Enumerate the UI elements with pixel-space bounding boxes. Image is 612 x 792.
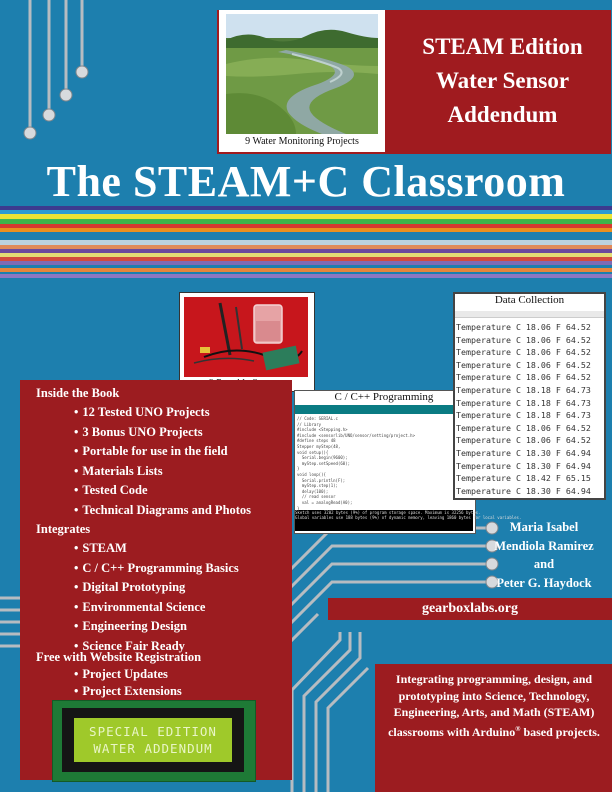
temperature-log xyxy=(456,321,604,497)
code-line: Serial.begin(9600); xyxy=(297,455,348,461)
log-row: Temperature C 18.06 F 64.52 xyxy=(456,422,591,433)
lcd-line-2: WATER ADDENDUM xyxy=(93,741,213,756)
list-item: • Science Fair Ready xyxy=(36,637,292,657)
code-line: delay(100); xyxy=(297,488,329,494)
list-item: • Engineering Design xyxy=(36,617,292,637)
ide-toolbar xyxy=(295,405,473,414)
log-row: Temperature C 18.06 F 64.52 xyxy=(456,347,591,358)
author-line: and xyxy=(533,557,555,571)
log-row: Temperature C 18.30 F 64.94 xyxy=(456,460,591,471)
console-line: Sketch uses 3202 bytes (9%) of program storage space. Maximum is 32256 bytes. xyxy=(295,510,481,515)
sensors-photo xyxy=(184,297,308,377)
edition-line: Addendum xyxy=(447,102,558,127)
list-item: • STEAM xyxy=(36,539,292,559)
code-line: myStep.step(1); xyxy=(297,483,338,489)
code-line: #define steps 48 xyxy=(297,438,336,444)
code-line: // read sensor xyxy=(297,494,336,500)
edition-heading xyxy=(395,30,610,132)
ide-code-area xyxy=(297,416,471,511)
ide-console xyxy=(295,510,522,531)
code-line: // Code: SERIAL.c xyxy=(297,416,338,421)
log-row: Temperature C 18.30 F 64.94 xyxy=(456,485,591,496)
blurb-text xyxy=(382,671,606,740)
log-row: Temperature C 18.18 F 64.73 xyxy=(456,397,591,408)
log-row: Temperature C 18.06 F 64.52 xyxy=(456,372,591,383)
code-line: #include <Stepping.h> xyxy=(297,427,348,433)
code-line: Stepper myStep(48, xyxy=(297,443,341,449)
list-item: • 3 Bonus UNO Projects xyxy=(36,423,292,443)
console-line: Global variables use 188 bytes (9%) of dynamic memory, leaving 1860 bytes for local variables. xyxy=(295,515,522,521)
list-item: • Tested Code xyxy=(36,481,292,501)
list-item: • Technical Diagrams and Photos xyxy=(36,501,292,521)
code-line: myStep.setSpeed(60); xyxy=(297,460,350,466)
registered-mark: ® xyxy=(515,724,521,733)
log-row: Temperature C 18.06 F 64.52 xyxy=(456,435,591,446)
ide-title: C / C++ Programming xyxy=(334,391,434,403)
list-item: • Materials Lists xyxy=(36,462,292,482)
blurb-end: based projects. xyxy=(520,724,600,739)
authors xyxy=(480,518,608,592)
code-line: #include <sensorlib/UNO/sensor/setting/project.h> xyxy=(297,432,416,438)
list-item: • Digital Prototyping xyxy=(36,578,292,598)
inside-book-heading: Inside the Book xyxy=(36,386,120,400)
code-line: // Library xyxy=(297,421,322,427)
free-registration-list xyxy=(36,648,292,700)
log-row: Temperature C 18.06 F 64.52 xyxy=(456,359,591,370)
website-link[interactable]: gearboxlabs.org xyxy=(421,601,519,616)
author-line: Mendiola Ramirez xyxy=(494,538,594,553)
data-collection-title: Data Collection xyxy=(494,294,565,306)
code-line: } xyxy=(297,505,300,511)
code-line: void setup(){ xyxy=(297,449,329,455)
log-row: Temperature C 18.30 F 64.94 xyxy=(456,447,591,458)
list-item: • 12 Tested UNO Projects xyxy=(36,403,292,423)
log-row: Temperature C 18.06 F 64.52 xyxy=(456,322,591,332)
edition-line: Water Sensor xyxy=(435,68,570,93)
stripe-band xyxy=(0,228,612,232)
code-line: val = analogRead(A0); xyxy=(297,499,353,505)
log-row: Temperature C 18.18 F 64.73 xyxy=(456,410,591,421)
serial-monitor-bar xyxy=(455,311,604,318)
author-line: Maria Isabel xyxy=(509,520,579,534)
stripe-band xyxy=(0,268,612,272)
log-row: Temperature C 18.06 F 64.52 xyxy=(456,334,591,345)
integrates-heading: Integrates xyxy=(36,522,91,536)
stripe-band xyxy=(0,261,612,265)
edition-line: STEAM Edition xyxy=(422,34,583,59)
log-row: Temperature C 18.42 F 65.15 xyxy=(456,473,591,484)
list-item: • Project Updates xyxy=(36,666,292,683)
stripe-band xyxy=(0,274,612,278)
water-projects-caption: 9 Water Monitoring Projects xyxy=(245,136,359,147)
code-line: Serial.println(F); xyxy=(297,477,346,483)
book-title: The STEAM+C Classroom xyxy=(46,157,566,206)
inside-book-list xyxy=(36,384,292,656)
blurb-main: Integrating programming, design, and prototyping into Science, Technology, Engineering, Arts, and Math (STEAM) classrooms with Arduino xyxy=(388,672,595,739)
list-item: • C / C++ Programming Basics xyxy=(36,559,292,579)
log-row: Temperature C 18.18 F 64.73 xyxy=(456,384,591,395)
code-line: } xyxy=(297,466,300,472)
list-item: • Environmental Science xyxy=(36,598,292,618)
free-registration-heading: Free with Website Registration xyxy=(36,650,202,664)
code-line: void loop(){ xyxy=(297,471,326,477)
lcd-line-1: SPECIAL EDITION xyxy=(89,724,217,739)
river-photo xyxy=(226,14,378,134)
list-item: • Portable for use in the field xyxy=(36,442,292,462)
list-item: • Project Extensions xyxy=(36,683,292,700)
author-line: Peter G. Haydock xyxy=(496,575,592,590)
